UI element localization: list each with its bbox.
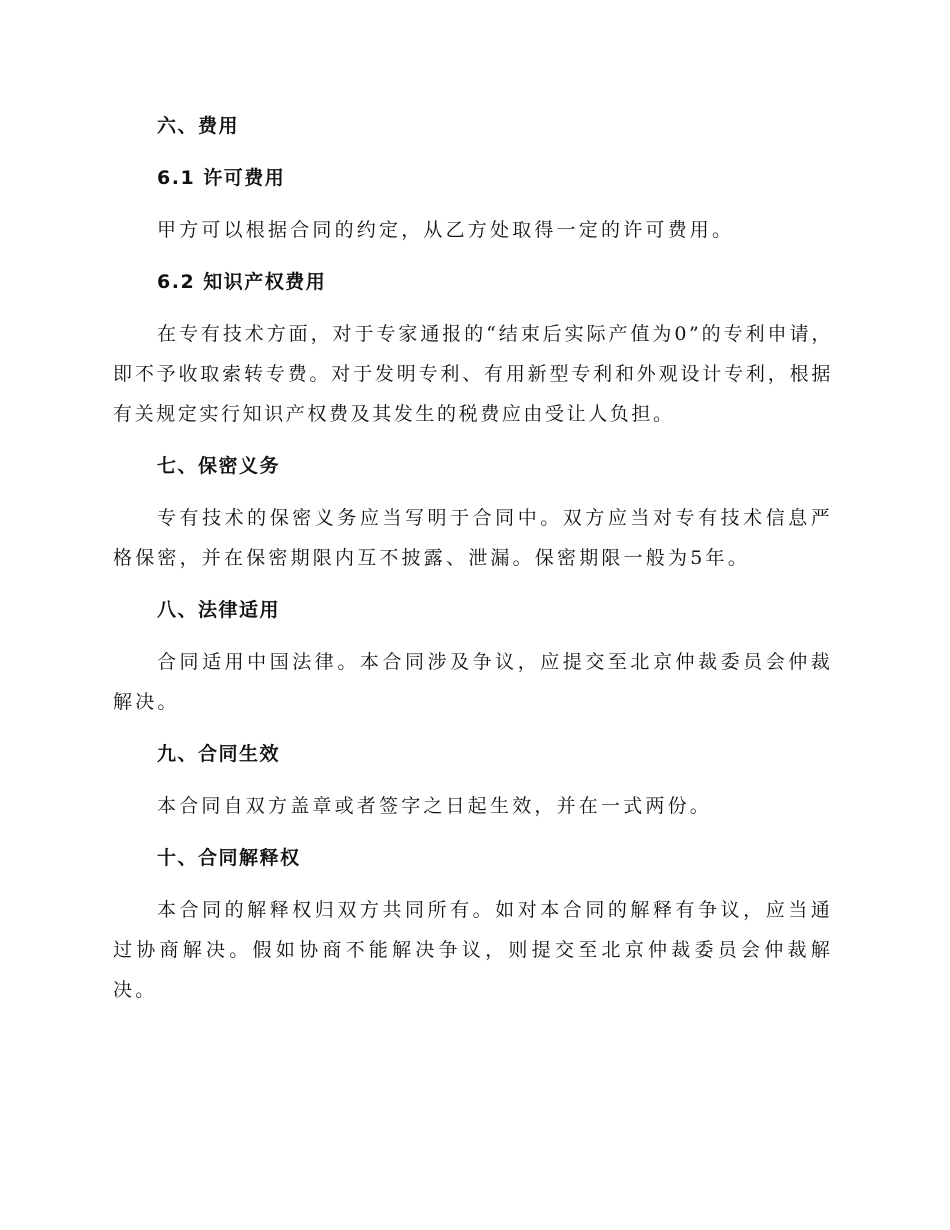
paragraph-ip-fee: 在专有技术方面，对于专家通报的“结束后实际产值为0”的专利申请，即不予收取索转专费。对于发明专利、有用新型专利和外观设计专利，根据有关规定实行知识产权费及其发生的税费应由受让人负担。 bbox=[113, 323, 833, 425]
subsection-heading-license-fee: 6.1 许可费用 bbox=[157, 167, 286, 189]
section-heading-confidentiality: 七、保密义务 bbox=[157, 455, 281, 477]
paragraph-confidentiality: 专有技术的保密义务应当写明于合同中。双方应当对专有技术信息严格保密，并在保密期限内互不披露、泄漏。保密期限一般为5年。 bbox=[113, 507, 833, 569]
paragraph-effectiveness: 本合同自双方盖章或者签字之日起生效，并在一式两份。 bbox=[157, 795, 713, 817]
document-body bbox=[113, 106, 833, 1022]
section-heading-effectiveness: 九、合同生效 bbox=[157, 743, 281, 765]
paragraph-license-fee: 甲方可以根据合同的约定，从乙方处取得一定的许可费用。 bbox=[157, 219, 735, 241]
section-heading-fees: 六、费用 bbox=[157, 115, 240, 137]
paragraph-governing-law: 合同适用中国法律。本合同涉及争议，应提交至北京仲裁委员会仲裁解决。 bbox=[113, 651, 833, 713]
subsection-heading-ip-fee: 6.2 知识产权费用 bbox=[157, 271, 327, 293]
paragraph-interpretation: 本合同的解释权归双方共同所有。如对本合同的解释有争议，应当通过协商解决。假如协商不能解决争议，则提交至北京仲裁委员会仲裁解决。 bbox=[113, 899, 833, 1001]
section-heading-interpretation: 十、合同解释权 bbox=[157, 847, 301, 869]
section-heading-governing-law: 八、法律适用 bbox=[157, 599, 281, 621]
